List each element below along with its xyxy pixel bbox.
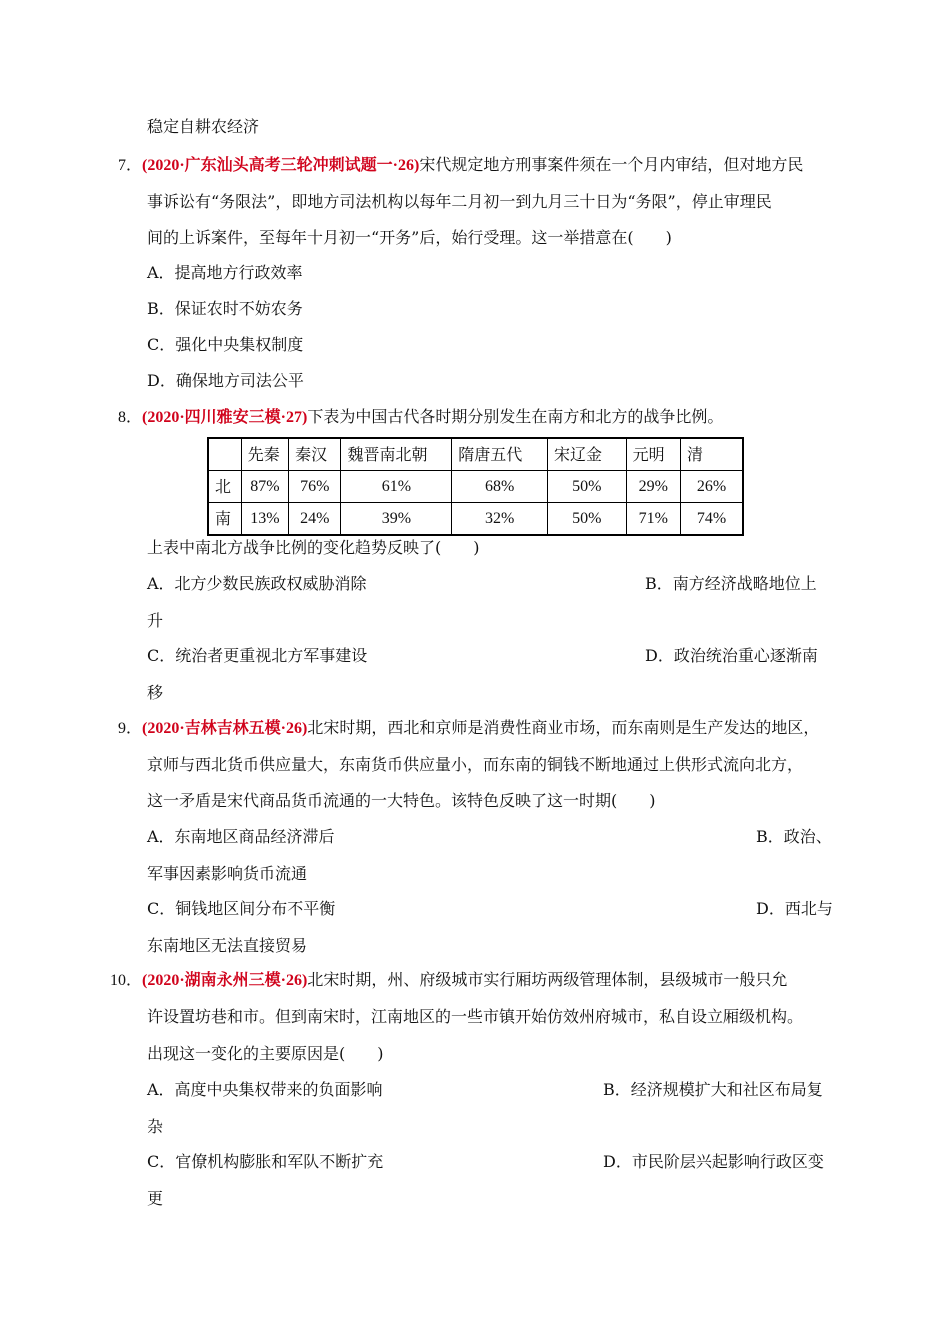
question-9-source: (2020·吉林吉林五模·26) (142, 720, 308, 737)
question-7-option-b[interactable]: B．保证农时不妨农务 (147, 299, 303, 318)
table-header-row (208, 438, 743, 471)
table-cell: 26% (680, 471, 743, 503)
question-8-source: (2020·四川雅安三模·27) (142, 409, 308, 426)
table-header-cell: 秦汉 (289, 438, 341, 471)
question-8-option-d-continued: 移 (147, 683, 164, 702)
table-row (208, 471, 743, 503)
question-7-option-a[interactable]: A．提高地方行政效率 (147, 263, 303, 282)
question-7-stem-line: 事诉讼有“务限法”，即地方司法机构以每年二月初一到九月三十日为“务限”，停止审理民 (147, 192, 772, 211)
question-9-number: 9． (118, 720, 143, 737)
question-8-option-b[interactable]: B．南方经济战略地位上 (645, 574, 817, 593)
table-cell: 50% (548, 471, 627, 503)
question-9-option-d-continued: 东南地区无法直接贸易 (147, 936, 308, 955)
table-cell: 71% (626, 503, 680, 536)
question-9-stem-line: 北宋时期，西北和京师是消费性商业市场，而东南则是生产发达的地区， (307, 718, 820, 737)
table-cell: 74% (680, 503, 743, 536)
question-10-option-a[interactable]: A．高度中央集权带来的负面影响 (147, 1080, 383, 1099)
question-7-option-c[interactable]: C．强化中央集权制度 (147, 335, 304, 354)
question-9-first-line (118, 718, 819, 739)
table-header-cell: 宋辽金 (548, 438, 627, 471)
war-ratio-table (207, 437, 744, 536)
table-header-cell: 先秦 (241, 438, 288, 471)
table-header-cell: 隋唐五代 (452, 438, 548, 471)
question-10-option-d-continued: 更 (147, 1189, 164, 1208)
question-10-first-line (110, 970, 787, 991)
table-header-cell (208, 438, 241, 471)
question-9-option-d[interactable]: D．西北与 (756, 899, 833, 918)
question-9-option-b-continued: 军事因素影响货币流通 (147, 864, 308, 883)
question-7-first-line (118, 155, 803, 176)
question-8-first-line (118, 407, 723, 428)
question-9-option-b[interactable]: B．政治、 (756, 827, 832, 846)
table-header-cell: 元明 (626, 438, 680, 471)
table-cell: 13% (241, 503, 288, 536)
table-cell: 61% (341, 471, 452, 503)
question-8-stem: 下表为中国古代各时期分别发生在南方和北方的战争比例。 (307, 407, 724, 426)
table-row (208, 503, 743, 536)
question-10-stem-line: 北宋时期，州、府级城市实行厢坊两级管理体制，县级城市一般只允 (307, 970, 788, 989)
table-cell: 29% (626, 471, 680, 503)
question-8-number: 8． (118, 409, 143, 426)
table-cell: 24% (289, 503, 341, 536)
table-cell: 50% (548, 503, 627, 536)
question-9-stem-line: 这一矛盾是宋代商品货币流通的一大特色。该特色反映了这一时期( ) (147, 791, 656, 810)
question-8-option-d[interactable]: D．政治统治重心逐渐南 (645, 646, 818, 665)
table-cell: 68% (452, 471, 548, 503)
question-7-number: 7． (118, 157, 143, 174)
question-8-option-b-continued: 升 (147, 611, 164, 630)
question-8-option-a[interactable]: A．北方少数民族政权威胁消除 (147, 574, 367, 593)
table-cell: 87% (241, 471, 288, 503)
question-10-stem-line: 许设置坊巷和市。但到南宋时，江南地区的一些市镇开始仿效州府城市，私自设立厢级机构。 (147, 1007, 804, 1026)
continued-answer-line: 稳定自耕农经济 (147, 117, 260, 136)
question-10-option-b[interactable]: B．经济规模扩大和社区布局复 (603, 1080, 823, 1099)
table-row-label: 北 (208, 471, 241, 503)
question-8-question: 上表中南北方战争比例的变化趋势反映了( ) (147, 538, 480, 557)
question-9-stem-line: 京师与西北货币供应量大，东南货币供应量小，而东南的铜钱不断地通过上供形式流向北方， (147, 755, 804, 774)
question-10-number: 10． (110, 972, 143, 989)
question-7-source: (2020·广东汕头高考三轮冲刺试题一·26) (142, 157, 420, 174)
table-row-label: 南 (208, 503, 241, 536)
table-cell: 39% (341, 503, 452, 536)
question-10-stem-line: 出现这一变化的主要原因是( ) (147, 1044, 384, 1063)
table-cell: 32% (452, 503, 548, 536)
question-7-stem-line: 宋代规定地方刑事案件须在一个月内审结，但对地方民 (419, 155, 804, 174)
question-9-option-c[interactable]: C．铜钱地区间分布不平衡 (147, 899, 336, 918)
question-7-option-d[interactable]: D．确保地方司法公平 (147, 371, 304, 390)
question-8-option-c[interactable]: C．统治者更重视北方军事建设 (147, 646, 368, 665)
question-10-option-b-continued: 杂 (147, 1117, 164, 1136)
question-10-option-c[interactable]: C．官僚机构膨胀和军队不断扩充 (147, 1152, 384, 1171)
table-header-cell: 清 (680, 438, 743, 471)
table-cell: 76% (289, 471, 341, 503)
question-10-source: (2020·湖南永州三模·26) (142, 972, 308, 989)
question-7-stem-line: 间的上诉案件，至每年十月初一“开务”后，始行受理。这一举措意在( ) (147, 228, 672, 247)
question-10-option-d[interactable]: D．市民阶层兴起影响行政区变 (603, 1152, 824, 1171)
question-9-option-a[interactable]: A．东南地区商品经济滞后 (147, 827, 335, 846)
table-header-cell: 魏晋南北朝 (341, 438, 452, 471)
